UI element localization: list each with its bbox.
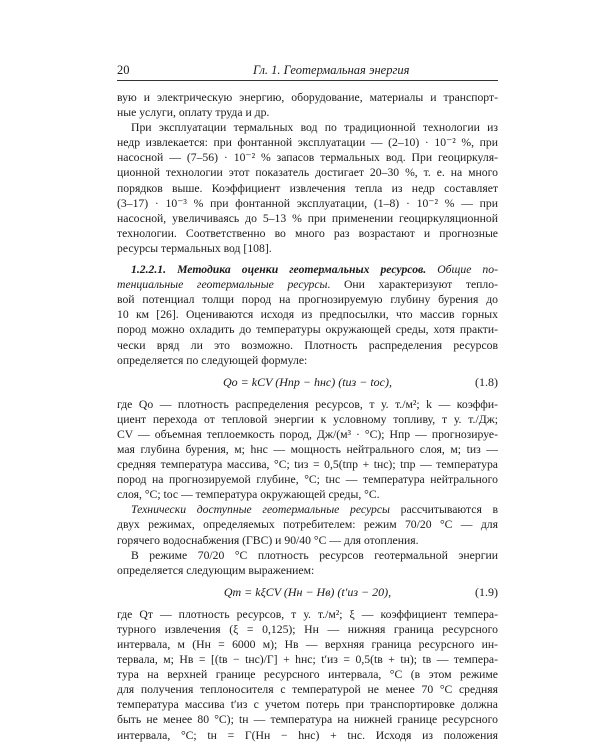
text-line: средняя температура массива, °С; tиз = 0,5(tпр + tнс); tпр — температура bbox=[117, 458, 498, 472]
text-line: вую и электрическую энергию, оборудование, материалы и транспорт- bbox=[117, 91, 498, 104]
text-line: для получения теплоносителя с температурой не менее 70 °С средняя bbox=[117, 683, 498, 697]
text-line: насосной, увеличиваясь до 5–13 % при применении геоциркуляционной bbox=[117, 211, 498, 225]
text-line: определяется следующим выражением: bbox=[117, 563, 315, 577]
italic-term: Общие по- bbox=[437, 263, 498, 277]
paragraph-continuation bbox=[117, 90, 498, 120]
formula-expression: Qо = kCV (Hпр − hнс) (tиз − tос), bbox=[222, 374, 392, 389]
text-line: двух режимах, определяемых потребителем: режим 70/20 °С — для bbox=[117, 518, 498, 532]
text-line: тенциальные геотермальные ресурсы. Они характеризуют тепло- bbox=[117, 278, 498, 292]
text-line: интервала, м (Hн = 6000 м); Hв — верхняя граница ресурсного ин- bbox=[117, 638, 498, 651]
running-title: Гл. 1. Геотермальная энергия bbox=[253, 63, 410, 77]
text-line: Технически доступные геотермальные ресурсы рассчитываются в bbox=[131, 503, 498, 517]
text-line: пород на прогнозируемой глубине, °С; tнс — температура нейтрального bbox=[117, 473, 498, 487]
paragraph-mode-70-20 bbox=[117, 548, 498, 578]
text-line: где Qо — плотность распределения ресурсов, т у. т./м²; k — коэффи- bbox=[117, 397, 498, 411]
text-line: ные услуги, оплату труда и др. bbox=[117, 106, 270, 120]
section-heading-line bbox=[117, 262, 498, 277]
paragraph-variables-1-9 bbox=[117, 607, 498, 743]
paragraph-technical-resources bbox=[117, 502, 498, 547]
formula-expression: Qт = kξCV (Hн − Hв) (t′из − 20), bbox=[223, 584, 392, 599]
italic-term: тенциальные геотермальные ресурсы bbox=[117, 278, 328, 292]
text-line: (3–17) · 10⁻³ % при фонтанной эксплуатации, (1–8) · 10⁻² % — при bbox=[117, 196, 498, 210]
text-line: горячего водоснабжения (ГВС) и 90/40 °С — для отопления. bbox=[117, 533, 419, 547]
text-line: слоя, °С; tос — температура окружающей среды, °С. bbox=[117, 488, 380, 502]
text-line: интервала, °С; tн = Г(Hн − hнс) + tнс. Исходя из положения bbox=[117, 728, 498, 742]
paragraph-variables-1-8 bbox=[117, 397, 498, 503]
text-line: ционной технологии этот показатель достигает 20–30 %, т. е. на много bbox=[117, 166, 498, 180]
text-line: 10 км [26]. Оцениваются исходя из предпосылки, что массив горных bbox=[117, 308, 498, 322]
paragraph-extraction-rates bbox=[117, 120, 498, 256]
formula-1-8 bbox=[117, 372, 498, 394]
text-line: порядков выше. Коэффициент извлечения тепла из недр составляет bbox=[117, 181, 498, 195]
italic-term: Технически доступные геотермальные ресурсы bbox=[131, 503, 390, 517]
text-line: тура на верхней границе ресурсного интервала, °С (в этом режиме bbox=[117, 668, 498, 682]
section-1-2-2-1 bbox=[117, 262, 498, 368]
text-line: тервала, м; Hв = [(tв − tнс)/Г] + hнс; t′из = 0,5(tв + tн); tв — темпера- bbox=[117, 653, 498, 667]
text-line: быть не менее 80 °С); tн — температура на нижней границе ресурсного bbox=[117, 713, 498, 727]
text-line: турного извлечения (ξ = 0,125); Hн — нижняя граница ресурсного bbox=[117, 622, 498, 636]
formula-number: (1.9) bbox=[475, 584, 498, 599]
text-line: недр извлекается: при фонтанной эксплуатации — (2–10) · 10⁻² %, при bbox=[117, 136, 498, 150]
text-line: В режиме 70/20 °С плотность ресурсов геотермальной энергии bbox=[131, 548, 498, 562]
text-line: где Qт — плотность ресурсов, т у. т./м²; ξ — коэффициент темпера- bbox=[117, 607, 498, 621]
section-heading: 1.2.2.1. Методика оценки геотермальных ресурсов. bbox=[131, 263, 427, 277]
text-line: технологии. Соответственно во много раз возрастают и прогнозные bbox=[117, 226, 498, 240]
text-line: пород можно охладить до температуры окружающей среды, хотя практи- bbox=[117, 323, 498, 337]
text-line: насосной — (7–56) · 10⁻² % запасов термальных вод. При геоциркуля- bbox=[117, 151, 498, 165]
body-text bbox=[117, 90, 498, 743]
text-line: вой потенциал толщи пород на прогнозируемую глубину бурения до bbox=[117, 293, 498, 307]
running-header bbox=[117, 62, 498, 81]
text-line: ресурсы термальных вод [108]. bbox=[117, 241, 272, 255]
page-number: 20 bbox=[117, 63, 130, 77]
text-line: чески вряд ли это возможно. Плотность распределения ресурсов bbox=[117, 338, 498, 352]
text-line: температура массива t′из с учетом потерь при транспортировке должна bbox=[117, 698, 498, 712]
text-line: При эксплуатации термальных вод по традиционной технологии из bbox=[131, 121, 498, 135]
text-line: определяется по следующей формуле: bbox=[117, 353, 308, 367]
text-line: мая глубина бурения, м; hнс — мощность нейтрального слоя, м; tиз — bbox=[117, 442, 498, 456]
text-line: CV — объемная теплоемкость пород, Дж/(м³ · °С); Hпр — прогнозируе- bbox=[117, 427, 498, 441]
formula-1-9 bbox=[117, 582, 498, 604]
text-line: циент перехода от тепловой энергии к условному топливу, т у. т./Дж; bbox=[117, 412, 498, 426]
formula-number: (1.8) bbox=[475, 374, 498, 389]
